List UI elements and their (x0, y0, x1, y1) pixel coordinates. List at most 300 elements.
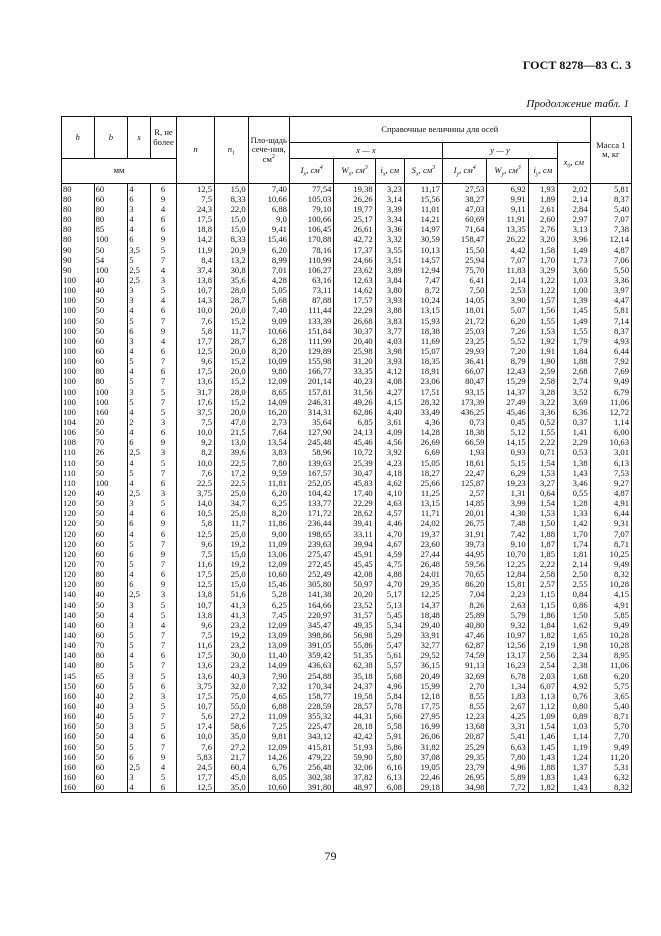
cell-area: 7,80 (248, 458, 289, 468)
cell-h: 108 (62, 438, 95, 448)
cell-x0: 1,38 (558, 458, 591, 468)
cell-mass: 10,28 (590, 579, 631, 589)
cell-wx: 33,35 (334, 367, 375, 377)
cell-mass: 5,50 (590, 265, 631, 275)
cell-sx: 23,06 (404, 377, 442, 387)
cell-area: 8,65 (248, 387, 289, 397)
cell-sx: 36,15 (404, 661, 442, 671)
cell-area: 6,28 (248, 336, 289, 346)
cell-wy: 45,46 (487, 407, 528, 417)
cell-mass: 10,28 (590, 640, 631, 650)
cell-r: 6 (151, 782, 177, 793)
table-row (62, 225, 632, 235)
cell-area: 12,09 (248, 559, 289, 569)
cell-area: 13,54 (248, 438, 289, 448)
cell-n: 7,6 (177, 316, 215, 326)
cell-n: 11,9 (177, 245, 215, 255)
cell-n1: 19,2 (215, 539, 249, 549)
cell-radius-y: 1,54 (528, 721, 557, 731)
cell-radius-x: 3,23 (375, 184, 404, 195)
cell-iy: 1,93 (442, 448, 487, 458)
cell-b: 50 (94, 326, 128, 336)
cell-iy: 31,91 (442, 529, 487, 539)
cell-wy: 9,91 (487, 194, 528, 204)
cell-wx: 24,66 (334, 255, 375, 265)
cell-mass: 10,28 (590, 630, 631, 640)
cell-radius-x: 4,70 (375, 579, 404, 589)
cell-s: 6 (128, 752, 151, 762)
cell-radius-x: 3,83 (375, 316, 404, 326)
cell-mass: 5,75 (590, 681, 631, 691)
cell-iy: 66,59 (442, 438, 487, 448)
cell-wx: 32,06 (334, 762, 375, 772)
cell-x0: 1,62 (558, 620, 591, 630)
cell-r: 7 (151, 377, 177, 387)
cell-r: 6 (151, 650, 177, 660)
cell-mass: 9,27 (590, 478, 631, 488)
cell-iy: 93,15 (442, 387, 487, 397)
cell-s: 4 (128, 509, 151, 519)
cell-wy: 7,72 (487, 782, 528, 793)
cell-sx: 37,08 (404, 752, 442, 762)
cell-x0: 0,86 (558, 600, 591, 610)
cell-n: 12,5 (177, 579, 215, 589)
cell-h: 145 (62, 671, 95, 681)
axis-xx-header: x — x (289, 143, 442, 159)
cell-iy: 0,73 (442, 417, 487, 427)
cell-area: 10,66 (248, 326, 289, 336)
cell-area: 11,81 (248, 478, 289, 488)
cell-x0: 1,45 (558, 306, 591, 316)
cell-area: 10,60 (248, 569, 289, 579)
cell-iy: 74,59 (442, 650, 487, 660)
cell-wy: 6,20 (487, 316, 528, 326)
cell-b: 20 (94, 417, 128, 427)
cell-r: 6 (151, 732, 177, 742)
cell-b: 60 (94, 681, 128, 691)
cell-wy: 12,56 (487, 640, 528, 650)
cell-n: 17,5 (177, 214, 215, 224)
cell-h: 120 (62, 498, 95, 508)
cell-area: 10,60 (248, 782, 289, 793)
cell-wx: 30,37 (334, 326, 375, 336)
cell-radius-x: 5,17 (375, 590, 404, 600)
table-row (62, 235, 632, 245)
cell-sx: 17,75 (404, 701, 442, 711)
cell-radius-y: 1,13 (528, 691, 557, 701)
cell-mass: 7,69 (590, 367, 631, 377)
cell-mass: 11,06 (590, 661, 631, 671)
cell-iy: 158,47 (442, 235, 487, 245)
cell-iy: 80,47 (442, 377, 487, 387)
cell-sx: 14,21 (404, 214, 442, 224)
cell-ix: 479,22 (289, 752, 334, 762)
cell-mass: 6,44 (590, 346, 631, 356)
cell-area: 9,81 (248, 732, 289, 742)
table-row (62, 559, 632, 569)
table-row (62, 204, 632, 214)
cell-radius-y: 1,89 (528, 194, 557, 204)
cell-s: 2 (128, 691, 151, 701)
cell-area: 11,09 (248, 539, 289, 549)
cell-n: 13,6 (177, 671, 215, 681)
cell-n: 17,6 (177, 397, 215, 407)
cell-wy: 13,35 (487, 225, 528, 235)
cell-n1: 28,7 (215, 336, 249, 346)
page-number: 79 (324, 849, 337, 863)
cell-wx: 40,23 (334, 377, 375, 387)
cell-s: 6 (128, 194, 151, 204)
cell-radius-y: 0,64 (528, 488, 557, 498)
cell-sx: 15,93 (404, 316, 442, 326)
cell-area: 9,41 (248, 225, 289, 235)
cell-wx: 10,72 (334, 448, 375, 458)
cell-s: 5 (128, 630, 151, 640)
cell-x0: 2,55 (558, 579, 591, 589)
cell-h: 100 (62, 367, 95, 377)
cell-n1: 13,2 (215, 255, 249, 265)
table-row (62, 590, 632, 600)
cell-r: 9 (151, 519, 177, 529)
cell-iy: 2,70 (442, 681, 487, 691)
cell-iy: 25,29 (442, 742, 487, 752)
cell-radius-y: 1,22 (528, 285, 557, 295)
cell-iy: 66,07 (442, 367, 487, 377)
table-row (62, 285, 632, 295)
cell-n: 11,6 (177, 559, 215, 569)
cell-mass: 9,31 (590, 519, 631, 529)
cell-iy: 22,47 (442, 468, 487, 478)
cell-s: 3 (128, 336, 151, 346)
cell-wx: 22,29 (334, 306, 375, 316)
table-row (62, 458, 632, 468)
cell-iy: 12,23 (442, 711, 487, 721)
cell-s: 4 (128, 214, 151, 224)
cell-iy: 2,57 (442, 488, 487, 498)
cell-wy: 12,84 (487, 569, 528, 579)
cell-ix: 391,80 (289, 782, 334, 793)
cell-s: 3 (128, 671, 151, 681)
cell-r: 3 (151, 691, 177, 701)
cell-radius-x: 5,58 (375, 721, 404, 731)
table-row (62, 661, 632, 671)
cell-n1: 41,3 (215, 610, 249, 620)
cell-n: 7,5 (177, 194, 215, 204)
cell-x0: 2,02 (558, 184, 591, 195)
cell-mass: 3,65 (590, 691, 631, 701)
cell-h: 80 (62, 225, 95, 235)
cell-wy: 5,41 (487, 732, 528, 742)
cell-h: 100 (62, 346, 95, 356)
cell-area: 5,05 (248, 285, 289, 295)
cell-r: 3 (151, 275, 177, 285)
cell-sx: 15,99 (404, 681, 442, 691)
cell-n1: 22,5 (215, 478, 249, 488)
cell-area: 9,00 (248, 529, 289, 539)
col-b-header: b (94, 117, 128, 159)
cell-s: 4 (128, 225, 151, 235)
cell-x0: 2,38 (558, 661, 591, 671)
cell-radius-y: 1,57 (528, 296, 557, 306)
cell-radius-y: 1,53 (528, 326, 557, 336)
cell-wx: 42,72 (334, 235, 375, 245)
cell-radius-x: 4,57 (375, 509, 404, 519)
cell-b: 60 (94, 620, 128, 630)
cell-wx: 19,77 (334, 204, 375, 214)
cell-x0: 3,60 (558, 265, 591, 275)
cell-ix: 79,10 (289, 204, 334, 214)
cell-sx: 14,37 (404, 600, 442, 610)
cell-wy: 2,23 (487, 590, 528, 600)
cell-n1: 60,4 (215, 762, 249, 772)
cell-n: 5,8 (177, 326, 215, 336)
cell-h: 160 (62, 691, 95, 701)
table-row (62, 448, 632, 458)
cell-h: 100 (62, 275, 95, 285)
cell-mass: 6,20 (590, 671, 631, 681)
cell-wx: 42,42 (334, 732, 375, 742)
cell-s: 2,5 (128, 265, 151, 275)
table-row (62, 650, 632, 660)
cell-sx: 11,69 (404, 336, 442, 346)
cell-mass: 7,07 (590, 529, 631, 539)
cell-s: 5 (128, 681, 151, 691)
cell-wy: 9,11 (487, 204, 528, 214)
cell-wy: 7,20 (487, 346, 528, 356)
cell-x0: 1,43 (558, 782, 591, 793)
table-row (62, 732, 632, 742)
cell-wx: 62,86 (334, 407, 375, 417)
cell-radius-x: 5,13 (375, 600, 404, 610)
cell-radius-y: 1,09 (528, 711, 557, 721)
cell-r: 7 (151, 630, 177, 640)
cell-sx: 29,52 (404, 650, 442, 660)
cell-wy: 4,30 (487, 509, 528, 519)
cell-n1: 20,0 (215, 306, 249, 316)
cell-sx: 11,17 (404, 184, 442, 195)
cell-mass: 5,40 (590, 701, 631, 711)
cell-wy: 10,97 (487, 630, 528, 640)
cell-x0: 1,70 (558, 529, 591, 539)
cell-mass: 4,87 (590, 488, 631, 498)
cell-n1: 51,6 (215, 590, 249, 600)
cell-sx: 20,49 (404, 671, 442, 681)
cell-wx: 44,31 (334, 711, 375, 721)
cell-radius-y: 3,29 (528, 265, 557, 275)
table-row (62, 326, 632, 336)
cell-area: 12,09 (248, 620, 289, 630)
cell-mass: 7,07 (590, 214, 631, 224)
cell-radius-x: 4,03 (375, 336, 404, 346)
cell-mass: 11,20 (590, 752, 631, 762)
cell-r: 4 (151, 762, 177, 772)
cell-radius-y: 1,58 (528, 245, 557, 255)
cell-ix: 228,59 (289, 701, 334, 711)
cell-n1: 15,2 (215, 316, 249, 326)
cell-n: 37,4 (177, 265, 215, 275)
table-row (62, 296, 632, 306)
cell-x0: 1,41 (558, 427, 591, 437)
table-row (62, 509, 632, 519)
cell-n: 24,5 (177, 762, 215, 772)
cell-h: 100 (62, 296, 95, 306)
table-row (62, 620, 632, 630)
cell-area: 4,28 (248, 275, 289, 285)
cell-s: 3 (128, 620, 151, 630)
cell-area: 15,46 (248, 235, 289, 245)
cell-n: 8,2 (177, 448, 215, 458)
cell-mass: 8,32 (590, 569, 631, 579)
cell-ix: 139,63 (289, 458, 334, 468)
cell-ix: 305,80 (289, 579, 334, 589)
cell-wx: 50,97 (334, 579, 375, 589)
cell-n1: 21,5 (215, 427, 249, 437)
cell-n1: 8,33 (215, 194, 249, 204)
cell-h: 140 (62, 640, 95, 650)
cell-iy: 8,55 (442, 701, 487, 711)
cell-area: 2,73 (248, 417, 289, 427)
cell-area: 11,09 (248, 711, 289, 721)
cell-radius-x: 3,61 (375, 417, 404, 427)
cell-n1: 20,0 (215, 346, 249, 356)
cell-sx: 8,72 (404, 285, 442, 295)
cell-radius-x: 3,36 (375, 225, 404, 235)
cell-x0: 2,29 (558, 438, 591, 448)
cell-sx: 31,82 (404, 742, 442, 752)
cell-sx: 13,15 (404, 498, 442, 508)
cell-mass: 8,37 (590, 326, 631, 336)
cell-radius-x: 4,46 (375, 519, 404, 529)
cell-x0: 1,79 (558, 336, 591, 346)
cell-b: 100 (94, 265, 128, 275)
cell-iy: 18,61 (442, 458, 487, 468)
cell-radius-y: 2,59 (528, 367, 557, 377)
cell-area: 4,65 (248, 691, 289, 701)
cell-h: 100 (62, 397, 95, 407)
cell-b: 54 (94, 255, 128, 265)
cell-b: 60 (94, 539, 128, 549)
cell-s: 4 (128, 650, 151, 660)
cell-radius-y: 1,54 (528, 498, 557, 508)
cell-s: 4 (128, 367, 151, 377)
cell-h: 100 (62, 356, 95, 366)
cell-x0: 1,03 (558, 721, 591, 731)
cell-n: 10,5 (177, 509, 215, 519)
cell-sx: 26,48 (404, 559, 442, 569)
cell-radius-y: 1,22 (528, 275, 557, 285)
cell-ix: 272,45 (289, 559, 334, 569)
cell-radius-y: 1,87 (528, 539, 557, 549)
cell-iy: 6,41 (442, 275, 487, 285)
cell-s: 3 (128, 296, 151, 306)
cell-s: 6 (128, 579, 151, 589)
cell-ix: 391,05 (289, 640, 334, 650)
cell-s: 4 (128, 306, 151, 316)
cell-wx: 39,94 (334, 539, 375, 549)
cell-b: 160 (94, 407, 128, 417)
cell-radius-y: 2,03 (528, 671, 557, 681)
cell-iy: 20,01 (442, 509, 487, 519)
cell-s: 4 (128, 732, 151, 742)
cell-radius-y: 1,55 (528, 427, 557, 437)
cell-iy: 40,80 (442, 620, 487, 630)
cell-n1: 41,3 (215, 600, 249, 610)
cell-n1: 13,0 (215, 438, 249, 448)
cell-sx: 15,05 (404, 458, 442, 468)
cell-wy: 9,10 (487, 539, 528, 549)
table-row (62, 529, 632, 539)
cell-s: 5 (128, 661, 151, 671)
cell-r: 4 (151, 296, 177, 306)
cell-s: 5 (128, 255, 151, 265)
col-r-header: R, не более (151, 117, 177, 159)
cell-ix: 104,42 (289, 488, 334, 498)
cell-n: 17,4 (177, 721, 215, 731)
cell-sx: 29,18 (404, 782, 442, 793)
cell-n1: 28,0 (215, 387, 249, 397)
cell-wx: 19,38 (334, 184, 375, 195)
cell-radius-x: 4,62 (375, 478, 404, 488)
cell-ix: 111,44 (289, 306, 334, 316)
cell-wx: 28,18 (334, 721, 375, 731)
cell-n: 5,83 (177, 752, 215, 762)
cell-s: 5 (128, 539, 151, 549)
col-area-header: Пло-щадь сече-ния, $см^2$ (248, 117, 289, 184)
cell-h: 110 (62, 478, 95, 488)
cell-wy: 13,17 (487, 650, 528, 660)
table-row (62, 478, 632, 488)
cell-h: 140 (62, 600, 95, 610)
cell-ix: 236,44 (289, 519, 334, 529)
cell-radius-y: 3,20 (528, 235, 557, 245)
cell-r: 7 (151, 539, 177, 549)
cell-ix: 106,27 (289, 265, 334, 275)
table-row (62, 610, 632, 620)
cell-h: 140 (62, 620, 95, 630)
cell-x0: 1,00 (558, 285, 591, 295)
cell-h: 120 (62, 529, 95, 539)
cell-radius-x: 5,57 (375, 661, 404, 671)
cell-h: 100 (62, 306, 95, 316)
cell-iy: 25,03 (442, 326, 487, 336)
cell-radius-y: 2,56 (528, 650, 557, 660)
cell-radius-x: 3,92 (375, 448, 404, 458)
cell-ix: 245,48 (289, 438, 334, 448)
cell-n1: 25,0 (215, 529, 249, 539)
cell-h: 110 (62, 468, 95, 478)
cell-b: 50 (94, 509, 128, 519)
table-row (62, 275, 632, 285)
cell-s: 6 (128, 235, 151, 245)
cell-n1: 17,2 (215, 468, 249, 478)
cell-radius-y: 1,84 (528, 620, 557, 630)
cell-ix: 100,66 (289, 214, 334, 224)
cell-wy: 12,43 (487, 367, 528, 377)
cell-r: 9 (151, 579, 177, 589)
cell-r: 9 (151, 194, 177, 204)
cell-n: 13,8 (177, 275, 215, 285)
cell-s: 4 (128, 407, 151, 417)
cell-wy: 7,42 (487, 529, 528, 539)
cell-n: 11,6 (177, 640, 215, 650)
table-row (62, 579, 632, 589)
col-h-header: h (62, 117, 95, 159)
cell-area: 12,09 (248, 742, 289, 752)
cell-ix: 35,64 (289, 417, 334, 427)
cell-x0: 1,37 (558, 762, 591, 772)
cell-r: 9 (151, 752, 177, 762)
cell-iy: 23,25 (442, 336, 487, 346)
